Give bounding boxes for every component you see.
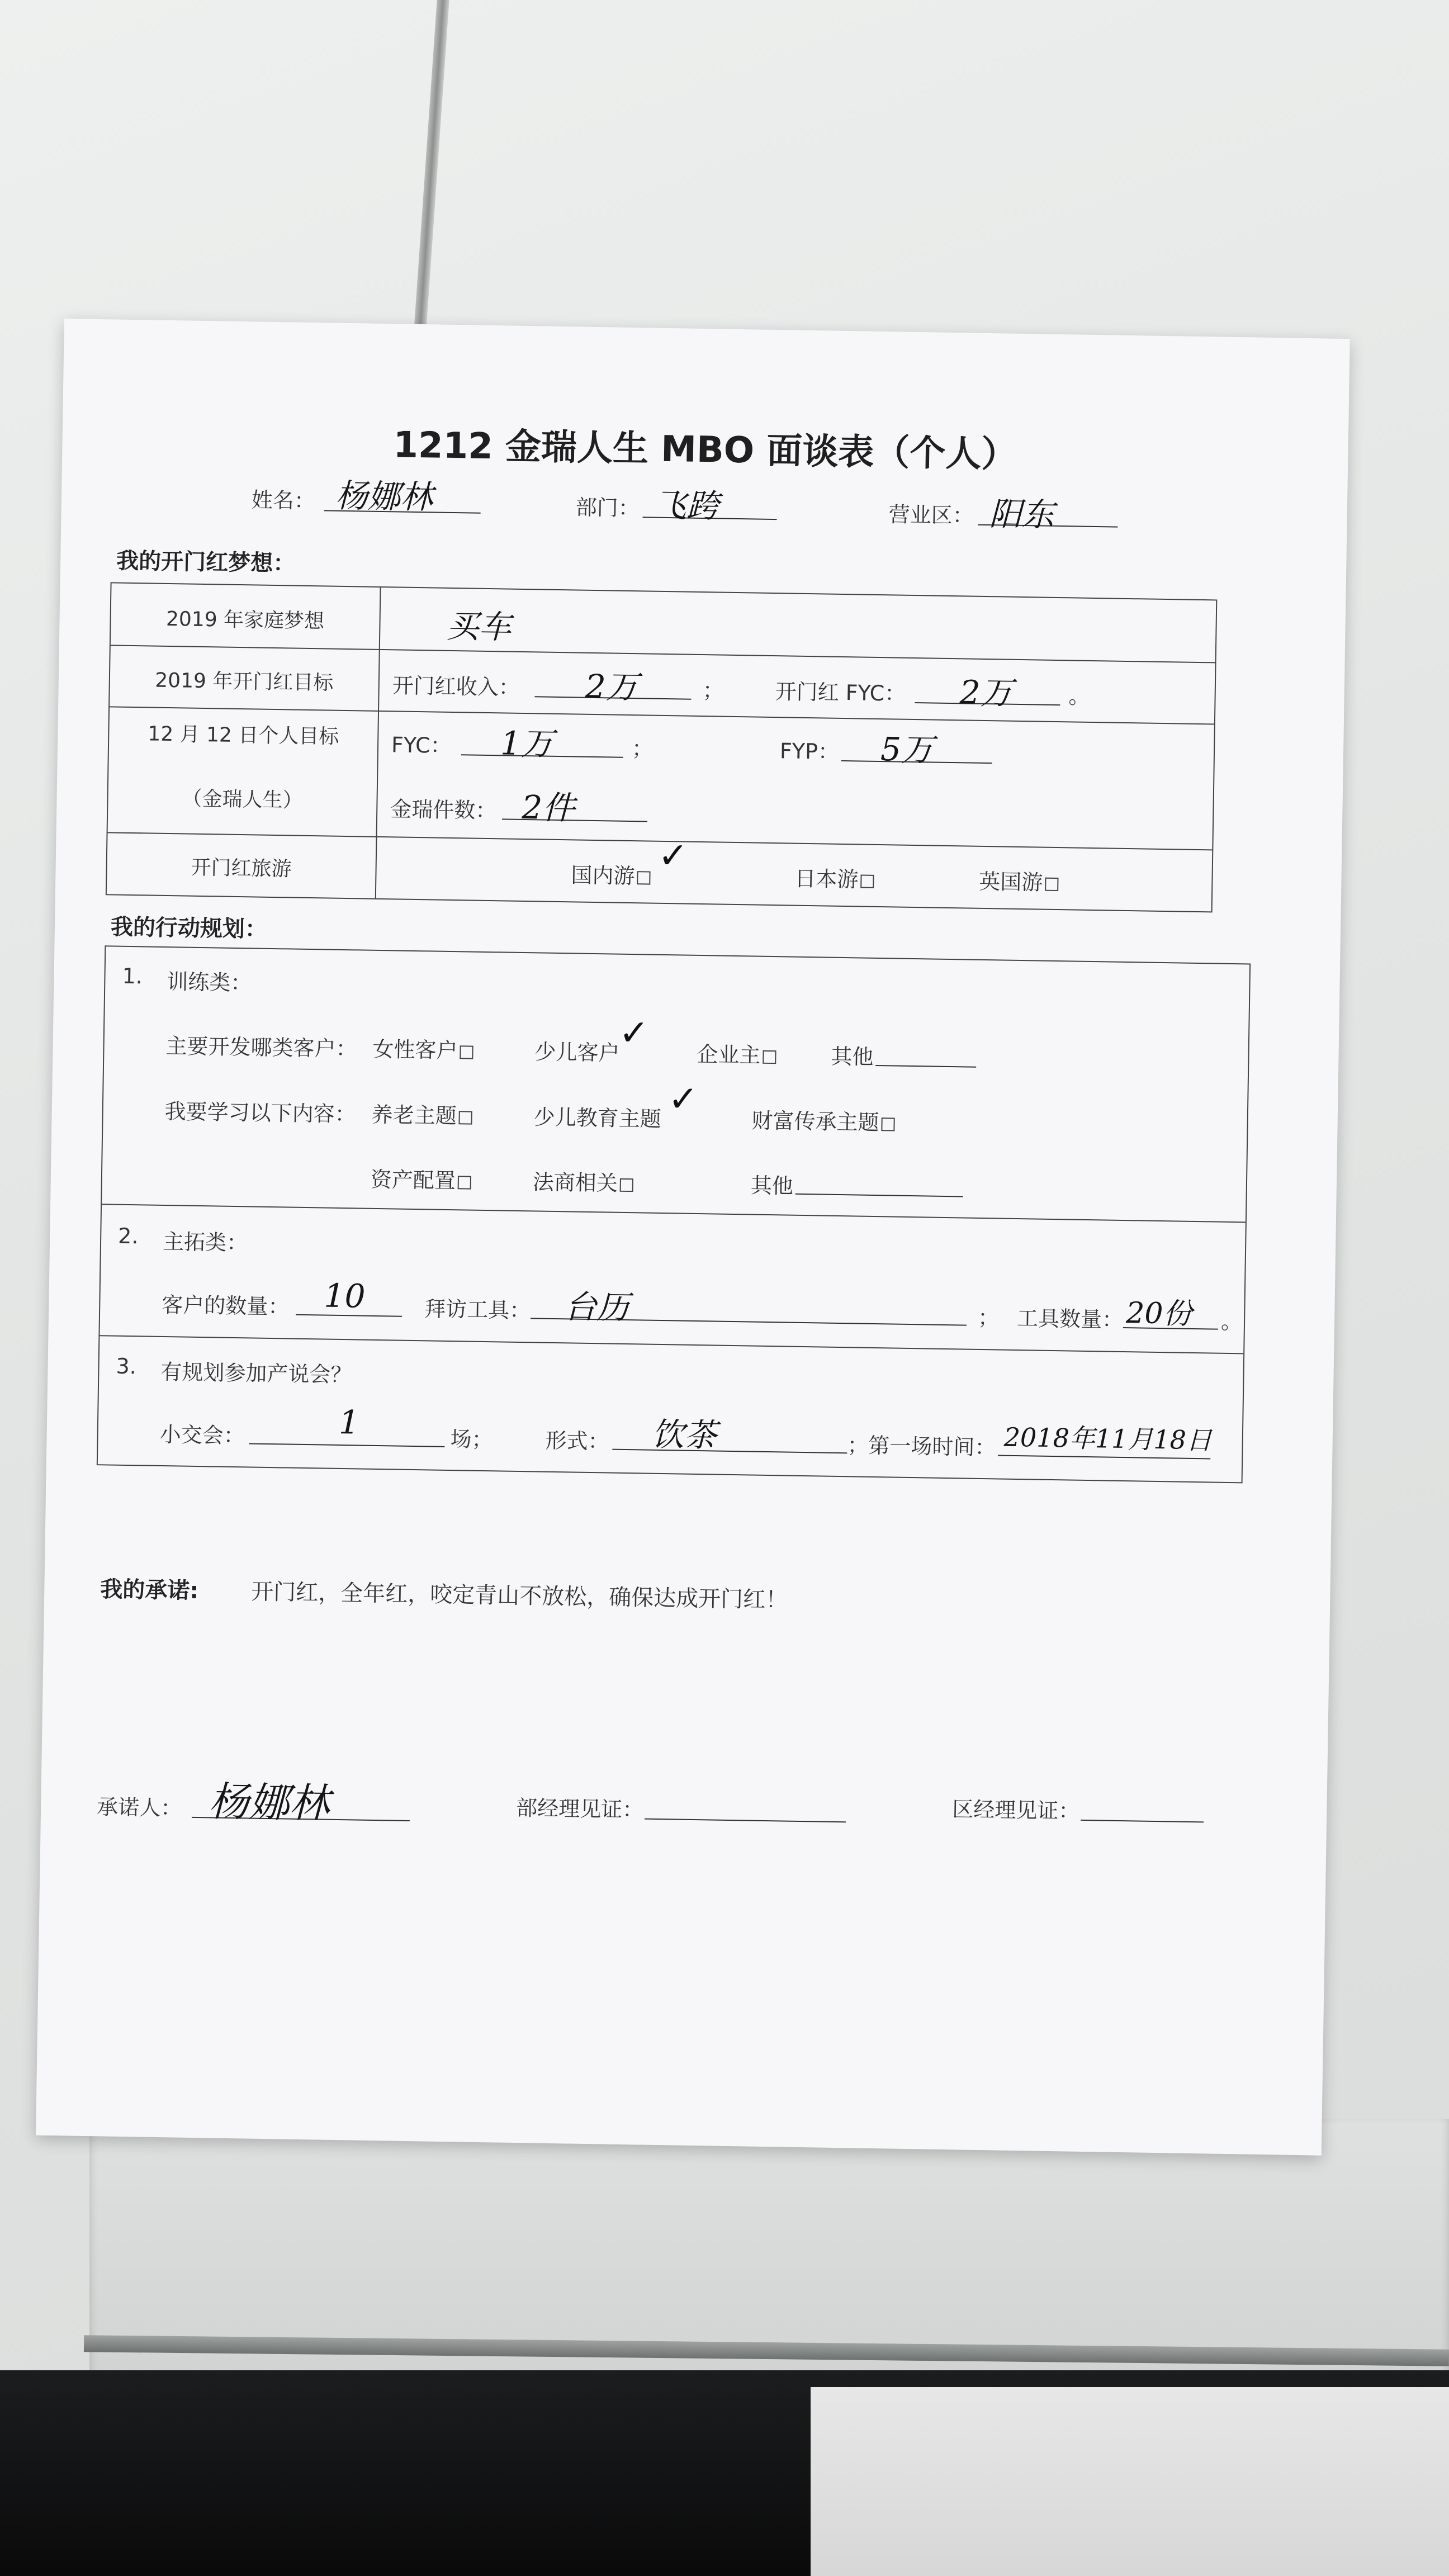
checkbox[interactable] [458,1176,471,1189]
checkbox[interactable] [881,1117,894,1131]
learn-other-label: 其他 [750,1173,794,1199]
learn-option-pension[interactable] [371,1097,472,1130]
fyc-value[interactable]: 2万 [959,673,1014,712]
first-session-label: ；第一场时间： [847,1433,996,1460]
area-manager-label: 区经理见证： [951,1797,1080,1824]
travel-option-uk[interactable] [979,864,1059,896]
travel-option-domestic[interactable] [571,858,651,889]
customer-other-label: 其他 [831,1044,874,1069]
checkbox[interactable] [637,871,650,884]
count-label: 金瑞件数： [390,797,497,823]
customer-option-business[interactable] [697,1037,776,1069]
semicolon: ； [977,1305,1000,1330]
customers-label: 主要开发哪类客户： [165,1034,357,1062]
dept-value[interactable]: 飞跨 [654,486,719,525]
mbo-form-paper [36,319,1350,2156]
item1-title: 训练类： [167,969,252,996]
personal-target-sublabel: （金瑞人生） [182,787,303,812]
checkbox[interactable] [1045,877,1058,891]
small-meeting-underline [249,1443,444,1447]
option-label: 资产配置 [370,1167,456,1194]
check-mark-icon: ✓ [657,835,689,877]
personal-fyp-value[interactable]: 5万 [880,730,934,769]
option-label: 养老主题 [371,1102,457,1129]
family-dream-value[interactable]: 买车 [446,607,512,646]
item2-title: 主拓类： [162,1229,248,1256]
dept-manager-label: 部经理见证： [515,1796,644,1822]
name-value[interactable]: 杨娜林 [335,476,433,517]
visit-tool-label: 拜访工具： [424,1296,531,1323]
customer-option-children[interactable] [534,1034,620,1066]
personal-target-label: 12 月 12 日个人目标 [148,722,339,749]
option-label: 少儿客户 [534,1039,620,1066]
travel-option-label: 国内游 [571,863,635,889]
dept-label: 部门： [575,495,640,521]
personal-fyc-value[interactable]: 1万 [500,724,554,763]
commitment-label: 我的承诺: [100,1576,199,1604]
learn-option-law[interactable] [532,1164,633,1197]
dream-table [106,582,1218,912]
tool-qty-value[interactable]: 20份 [1125,1296,1192,1331]
area-manager-underline [1081,1820,1204,1822]
check-mark-icon: ✓ [667,1078,699,1120]
personal-fyc-label: FYC： [391,732,452,758]
format-value[interactable]: 饮茶 [651,1415,717,1455]
fyc-label: 开门红 FYC： [775,679,906,706]
commitment-text: 开门红，全年红，咬定青山不放松，确保达成开门红！ [250,1579,788,1613]
travel-option-japan[interactable] [794,861,874,893]
item1-number: 1. [122,963,143,989]
form-title: 1212 金瑞人生 MBO 面谈表（个人） [393,424,1017,476]
option-label: 法商相关 [532,1169,618,1196]
option-label: 少儿教育主题 [533,1105,662,1131]
item2-number: 2. [117,1223,139,1249]
area-label: 营业区： [888,502,974,528]
checkbox[interactable] [458,1111,472,1124]
dept-manager-underline [645,1819,846,1823]
name-label: 姓名： [251,487,316,514]
period: 。 [1068,684,1090,709]
customer-option-female[interactable] [372,1032,473,1064]
area-value[interactable]: 阳东 [989,495,1055,534]
checkbox[interactable] [460,1045,473,1059]
checkbox[interactable] [860,874,874,888]
small-meeting-value[interactable]: 1 [338,1403,360,1442]
learn-label: 我要学习以下内容： [164,1099,357,1127]
small-meeting-label: 小交会： [159,1422,245,1448]
learn-option-asset[interactable] [371,1162,472,1195]
option-label: 财富传承主题 [751,1108,879,1135]
check-mark-icon: ✓ [618,1012,650,1054]
desk-lower-panel [89,2119,1449,2409]
other-underline [875,1065,976,1068]
first-session-value[interactable]: 2018年11月18日 [1003,1422,1213,1456]
visit-tool-value[interactable]: 台历 [564,1287,629,1327]
semicolon: ； [702,678,724,703]
customer-count-value[interactable]: 10 [324,1276,366,1315]
action-section-heading: 我的行动规划： [110,914,268,943]
personal-fyp-label: FYP： [779,738,840,764]
session-unit: 场； [450,1427,493,1452]
travel-option-label: 英国游 [979,869,1043,895]
travel-label: 开门红旅游 [191,856,292,881]
promisor-label: 承诺人： [96,1794,182,1821]
dream-section-heading: 我的开门红梦想： [116,548,296,577]
action-plan-box [97,945,1251,1483]
income-label: 开门红收入： [392,673,520,700]
count-value[interactable]: 2件 [521,788,575,827]
format-underline [612,1449,847,1454]
learn-option-child-education[interactable] [533,1100,661,1133]
customer-count-label: 客户的数量： [161,1292,290,1319]
table-rule [111,645,1215,663]
period: 。 [1220,1309,1243,1334]
income-value[interactable]: 2万 [585,667,639,707]
learn-option-wealth[interactable] [751,1103,895,1136]
floor-lit-area [811,2387,1449,2576]
format-label: 形式： [545,1428,609,1454]
other-underline [795,1194,963,1197]
family-dream-label: 2019 年家庭梦想 [165,607,325,633]
box-rule [100,1335,1243,1354]
box-rule [102,1204,1246,1223]
checkbox[interactable] [763,1050,776,1063]
option-label: 企业主 [697,1041,761,1068]
target-label: 2019 年开门红目标 [155,669,334,695]
travel-option-label: 日本游 [794,866,859,892]
item3-number: 3. [116,1353,137,1379]
promisor-signature[interactable]: 杨娜林 [208,1778,330,1827]
semicolon: ； [631,736,654,761]
tool-qty-label: 工具数量： [1016,1305,1124,1332]
option-label: 女性客户 [372,1036,458,1063]
item3-title: 有规划参加产说会？ [160,1359,352,1388]
checkbox[interactable] [620,1178,633,1191]
